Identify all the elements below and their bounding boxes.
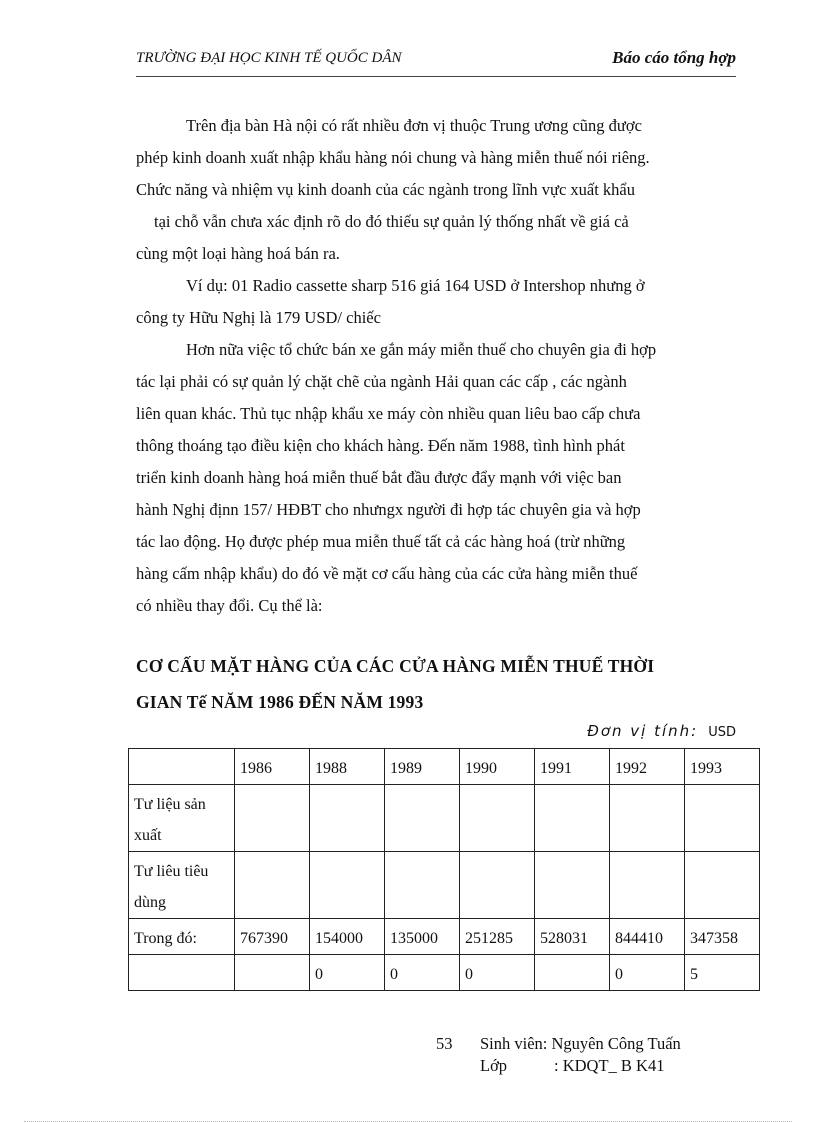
table-cell: 528031 xyxy=(535,919,610,955)
row-label xyxy=(129,955,235,991)
table-cell xyxy=(685,852,760,919)
paragraph-line: tại chỗ vẫn chưa xác định rõ do đó thiếu sự quản lý thống nhất về giá cả xyxy=(154,212,629,231)
paragraph-line: Trên địa bàn Hà nội có rất nhiều đơn vị thuộc Trung ương cũng được xyxy=(186,116,642,135)
report-title: Báo cáo tổng hợp xyxy=(612,48,736,67)
paragraph-line: hàng cấm nhập khẩu) do đó về mặt cơ cấu hàng của các cửa hàng miễn thuế xyxy=(136,564,638,583)
paragraph-line: thông thoáng tạo điều kiện cho khách hàng. Đến năm 1988, tình hình phát xyxy=(136,436,625,455)
paragraph-line: Hơn nữa việc tổ chức bán xe gắn máy miễn thuế cho chuyên gia đi hợp xyxy=(186,340,657,359)
year-cell: 1988 xyxy=(310,749,385,785)
table-cell: 154000 xyxy=(310,919,385,955)
table-cell xyxy=(460,852,535,919)
page-number: 53 xyxy=(436,1034,453,1053)
table-cell: 0 xyxy=(310,955,385,991)
university-name: TRƯỜNG ĐẠI HỌC KINH TẾ QUỐC DÂN xyxy=(136,50,402,66)
table-cell: 844410 xyxy=(610,919,685,955)
year-cell: 1989 xyxy=(385,749,460,785)
table-cell xyxy=(385,852,460,919)
header-cell-empty xyxy=(129,749,235,785)
paragraph-line: tác lại phải có sự quản lý chặt chẽ của ngành Hải quan các cấp , các ngành xyxy=(136,372,627,391)
class-info xyxy=(480,1055,665,1077)
paragraph-line: cùng một loại hàng hoá bán ra. xyxy=(136,244,340,263)
paragraph-line: có nhiều thay đổi. Cụ thể là: xyxy=(136,596,323,615)
paragraph-line: phép kinh doanh xuất nhập khẩu hàng nói chung và hàng miễn thuế nói riêng. xyxy=(136,148,650,167)
table-row xyxy=(129,785,760,852)
table-cell xyxy=(235,785,310,852)
table-cell xyxy=(385,785,460,852)
table-cell: 767390 xyxy=(235,919,310,955)
table-cell: 0 xyxy=(610,955,685,991)
table-cell xyxy=(535,852,610,919)
table-row xyxy=(129,955,760,991)
unit-label: Đơn vị tính: xyxy=(587,722,699,740)
unit-note xyxy=(587,722,736,741)
table-cell xyxy=(610,785,685,852)
student-name: Sinh viên: Nguyên Công Tuấn xyxy=(480,1034,681,1053)
paragraph-line: Chức năng và nhiệm vụ kinh doanh của các ngành trong lĩnh vực xuất khẩu xyxy=(136,180,636,199)
class-value: : KDQT_ B K41 xyxy=(554,1056,665,1075)
paragraph-line: hành Nghị địnn 157/ HĐBT cho nhưngx người đi hợp tác chuyên gia và hợp xyxy=(136,500,641,519)
table-cell xyxy=(460,785,535,852)
row-label: Tư liệu sản xuất xyxy=(129,785,235,852)
year-cell: 1986 xyxy=(235,749,310,785)
year-cell: 1993 xyxy=(685,749,760,785)
paragraph-line: liên quan khác. Thủ tục nhập khẩu xe máy còn nhiều quan liêu bao cấp chưa xyxy=(136,404,641,423)
structure-table xyxy=(128,748,760,991)
paragraph-line: Ví dụ: 01 Radio cassette sharp 516 giá 164 USD ở Intershop nhưng ở xyxy=(186,276,645,295)
table-cell xyxy=(610,852,685,919)
table-cell xyxy=(310,852,385,919)
table-cell: 347358 xyxy=(685,919,760,955)
row-label: Tư liêu tiêu dùng xyxy=(129,852,235,919)
table-cell xyxy=(685,785,760,852)
paragraph-line: triển kinh doanh hàng hoá miễn thuế bắt đầu được đẩy mạnh với việc ban xyxy=(136,468,622,487)
paragraph-line: công ty Hữu Nghị là 179 USD/ chiếc xyxy=(136,308,381,327)
page-header xyxy=(136,46,736,77)
table-cell: 135000 xyxy=(385,919,460,955)
table-header-row xyxy=(129,749,760,785)
table-row xyxy=(129,919,760,955)
year-cell: 1991 xyxy=(535,749,610,785)
title-line: CƠ CẤU MẶT HÀNG CỦA CÁC CỬA HÀNG MIỄN THUẾ THỜI xyxy=(136,656,655,676)
title-line: GIAN Tế NĂM 1986 ĐẾN NĂM 1993 xyxy=(136,692,424,712)
row-label: Trong đó: xyxy=(129,919,235,955)
year-cell: 1990 xyxy=(460,749,535,785)
table-cell: 0 xyxy=(460,955,535,991)
unit-value: USD xyxy=(708,725,736,740)
table-cell xyxy=(235,955,310,991)
table-cell xyxy=(235,852,310,919)
table-row xyxy=(129,852,760,919)
table-cell: 5 xyxy=(685,955,760,991)
table-cell xyxy=(535,955,610,991)
table-cell xyxy=(535,785,610,852)
body-text xyxy=(136,110,738,622)
year-cell: 1992 xyxy=(610,749,685,785)
table-cell xyxy=(310,785,385,852)
paragraph-line: tác lao động. Họ được phép mua miễn thuế tất cả các hàng hoá (trừ những xyxy=(136,532,626,551)
table-title xyxy=(136,648,738,720)
table-cell: 251285 xyxy=(460,919,535,955)
table-cell: 0 xyxy=(385,955,460,991)
bottom-divider xyxy=(24,1121,792,1122)
class-label: Lớp xyxy=(480,1056,508,1075)
